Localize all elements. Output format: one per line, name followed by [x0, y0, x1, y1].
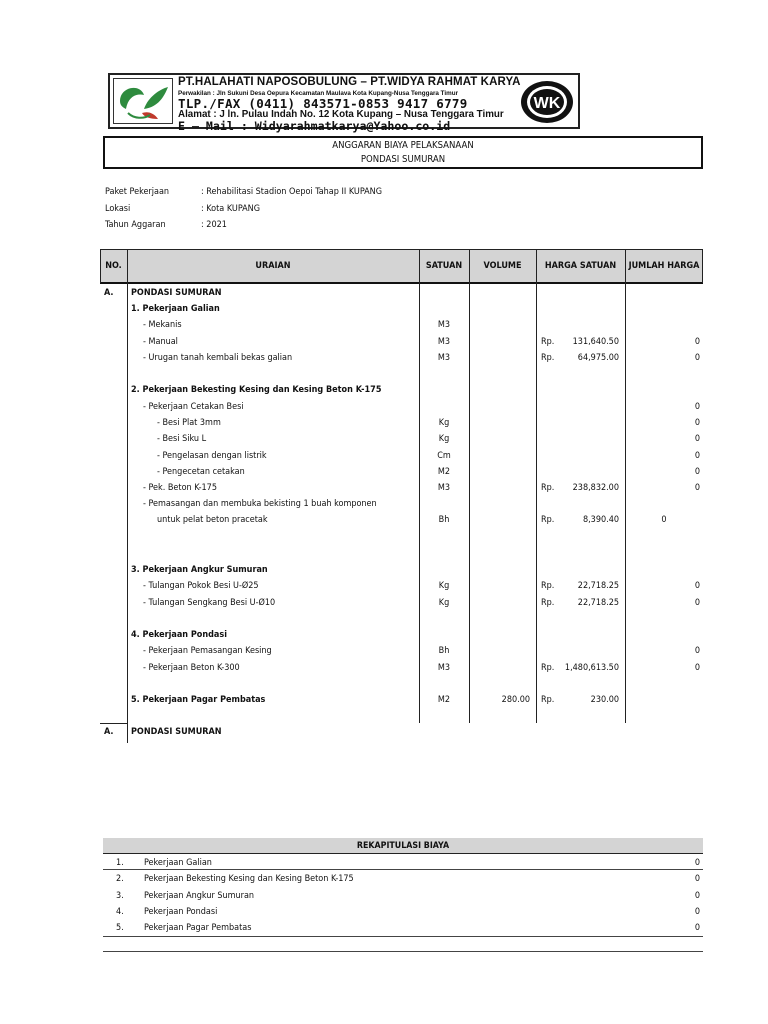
header-harga-satuan: HARGA SATUAN	[544, 261, 617, 271]
row-uraian: - Pemasangan dan membuka bekisting 1 buah komponen	[143, 499, 377, 509]
row-harga-satuan: 238,832.00	[572, 483, 619, 493]
row-jumlah-harga: 0	[694, 581, 700, 591]
row-uraian: 3. Pekerjaan Angkur Sumuran	[131, 565, 268, 575]
rekap-item-text: Pekerjaan Bekesting Kesing dan Kesing Beton K-175	[144, 874, 354, 884]
info-value: : Kota KUPANG	[201, 204, 260, 214]
letterhead	[108, 73, 580, 133]
row-uraian: PONDASI SUMURAN	[131, 288, 222, 298]
row-uraian: - Tulangan Pokok Besi U-Ø25	[143, 581, 259, 591]
table-col-divider	[469, 249, 470, 723]
row-rp-label: Rp.	[541, 598, 555, 608]
table-row-divider	[100, 723, 127, 724]
row-rp-label: Rp.	[541, 483, 555, 493]
company-name: PT.HALAHATI NAPOSOBULUNG – PT.WIDYA RAHMAT KARYA	[178, 76, 521, 88]
row-uraian: 1. Pekerjaan Galian	[131, 304, 220, 314]
company-address: Alamat : J ln. Pulau Indah No. 12 Kota Kupang – Nusa Tenggara Timur	[178, 109, 504, 120]
rekap-item-value: 0	[694, 874, 700, 884]
info-value: : Rehabilitasi Stadion Oepoi Tahap II KUPANG	[201, 187, 382, 197]
row-uraian: - Pek. Beton K-175	[143, 483, 217, 493]
company-phone: TLP./FAX (0411) 843571-0853 9417 6779	[178, 96, 468, 111]
rekap-item-text: Pekerjaan Angkur Sumuran	[144, 891, 255, 901]
row-satuan: Kg	[438, 418, 450, 428]
row-no: A.	[104, 727, 114, 737]
row-rp-label: Rp.	[541, 695, 555, 705]
row-no: A.	[104, 288, 114, 298]
row-satuan: M2	[437, 467, 451, 477]
row-satuan: Cm	[437, 451, 451, 461]
wk-logo-text: WK	[533, 95, 561, 112]
rekap-item-value: 0	[694, 923, 700, 933]
header-satuan: SATUAN	[425, 261, 463, 271]
rekap-item-no: 4.	[116, 907, 124, 917]
row-jumlah-harga: 0	[694, 483, 700, 493]
row-jumlah-harga: 0	[694, 418, 700, 428]
row-harga-satuan: 1,480,613.50	[564, 663, 619, 673]
row-jumlah-harga: 0	[694, 402, 700, 412]
row-uraian: - Pengecetan cetakan	[157, 467, 245, 477]
row-uraian: - Besi Plat 3mm	[157, 418, 221, 428]
row-uraian: untuk pelat beton pracetak	[157, 515, 268, 525]
row-harga-satuan: 64,975.00	[577, 353, 619, 363]
row-satuan: Kg	[438, 434, 450, 444]
row-uraian: - Urugan tanah kembali bekas galian	[143, 353, 293, 363]
row-satuan: M3	[437, 663, 451, 673]
row-uraian: - Pekerjaan Cetakan Besi	[143, 402, 244, 412]
row-jumlah-harga: 0	[694, 646, 700, 656]
row-jumlah-harga: 0	[661, 515, 667, 525]
document-title	[103, 136, 703, 169]
row-volume: 280.00	[501, 695, 530, 705]
row-jumlah-harga: 0	[694, 337, 700, 347]
title-line-2: PONDASI SUMURAN	[360, 154, 446, 165]
rekap-item-value: 0	[694, 907, 700, 917]
row-uraian: - Tulangan Sengkang Besi U-Ø10	[143, 598, 276, 608]
rekap-item-no: 2.	[116, 874, 124, 884]
row-satuan: M3	[437, 320, 451, 330]
row-satuan: M3	[437, 353, 451, 363]
row-uraian: - Besi Siku L	[157, 434, 207, 444]
row-uraian: - Manual	[143, 337, 178, 347]
header-uraian: URAIAN	[255, 261, 291, 271]
row-satuan: M3	[437, 337, 451, 347]
row-jumlah-harga: 0	[694, 451, 700, 461]
rekap-item-no: 3.	[116, 891, 124, 901]
row-rp-label: Rp.	[541, 337, 555, 347]
table-col-divider	[127, 249, 128, 743]
info-label: Lokasi	[105, 204, 131, 214]
header-jumlah-harga: JUMLAH HARGA	[628, 261, 700, 271]
row-harga-satuan: 230.00	[590, 695, 619, 705]
row-uraian: 4. Pekerjaan Pondasi	[131, 630, 227, 640]
info-label: Tahun Aggaran	[105, 220, 166, 230]
title-line-1: ANGGARAN BIAYA PELAKSANAAN	[332, 140, 474, 151]
company-logo-leaf	[113, 78, 173, 124]
row-uraian: - Pengelasan dengan listrik	[157, 451, 267, 461]
row-harga-satuan: 8,390.40	[582, 515, 619, 525]
rekap-line	[103, 869, 703, 870]
row-satuan: Kg	[438, 581, 450, 591]
row-rp-label: Rp.	[541, 581, 555, 591]
row-uraian: PONDASI SUMURAN	[131, 727, 222, 737]
row-uraian: 2. Pekerjaan Bekesting Kesing dan Kesing Beton K-175	[131, 385, 382, 395]
row-satuan: M3	[437, 483, 451, 493]
row-jumlah-harga: 0	[694, 434, 700, 444]
rekap-item-text: Pekerjaan Galian	[144, 858, 212, 868]
row-satuan: Bh	[438, 515, 450, 525]
row-rp-label: Rp.	[541, 515, 555, 525]
header-volume: VOLUME	[483, 261, 522, 271]
row-jumlah-harga: 0	[694, 663, 700, 673]
table-col-divider	[536, 249, 537, 723]
row-satuan: Kg	[438, 598, 450, 608]
rekap-item-value: 0	[694, 858, 700, 868]
rekap-title: REKAPITULASI BIAYA	[103, 838, 703, 854]
row-harga-satuan: 22,718.25	[577, 581, 619, 591]
company-representative: Perwakilan : Jln Sukuni Desa Oepura Kecamatan Maulava Kota Kupang-Nusa Tenggara Timur	[178, 90, 459, 97]
company-logo-wk	[519, 79, 575, 125]
rekap-line	[103, 936, 703, 937]
table-border-right	[702, 249, 703, 283]
row-uraian: - Pekerjaan Pemasangan Kesing	[143, 646, 272, 656]
row-harga-satuan: 131,640.50	[572, 337, 619, 347]
row-satuan: M2	[437, 695, 451, 705]
row-satuan: Bh	[438, 646, 450, 656]
row-jumlah-harga: 0	[694, 467, 700, 477]
rekap-item-text: Pekerjaan Pondasi	[144, 907, 218, 917]
row-rp-label: Rp.	[541, 663, 555, 673]
table-header	[100, 249, 703, 284]
row-uraian: - Pekerjaan Beton K-300	[143, 663, 240, 673]
info-value: : 2021	[201, 220, 227, 230]
rekap-item-no: 1.	[116, 858, 124, 868]
row-rp-label: Rp.	[541, 353, 555, 363]
table-border-left	[100, 249, 101, 283]
header-no: NO.	[105, 261, 122, 271]
rekap-item-value: 0	[694, 891, 700, 901]
row-uraian: - Mekanis	[143, 320, 182, 330]
company-email: E – Mail : Widyarahmatkarya@Yahoo.co.id	[178, 119, 451, 133]
row-jumlah-harga: 0	[694, 353, 700, 363]
rekap-item-no: 5.	[116, 923, 124, 933]
info-label: Paket Pekerjaan	[105, 187, 170, 197]
row-jumlah-harga: 0	[694, 598, 700, 608]
row-uraian: 5. Pekerjaan Pagar Pembatas	[131, 695, 266, 705]
row-harga-satuan: 22,718.25	[577, 598, 619, 608]
rekap-item-text: Pekerjaan Pagar Pembatas	[144, 923, 252, 933]
rekap-line	[103, 951, 703, 952]
